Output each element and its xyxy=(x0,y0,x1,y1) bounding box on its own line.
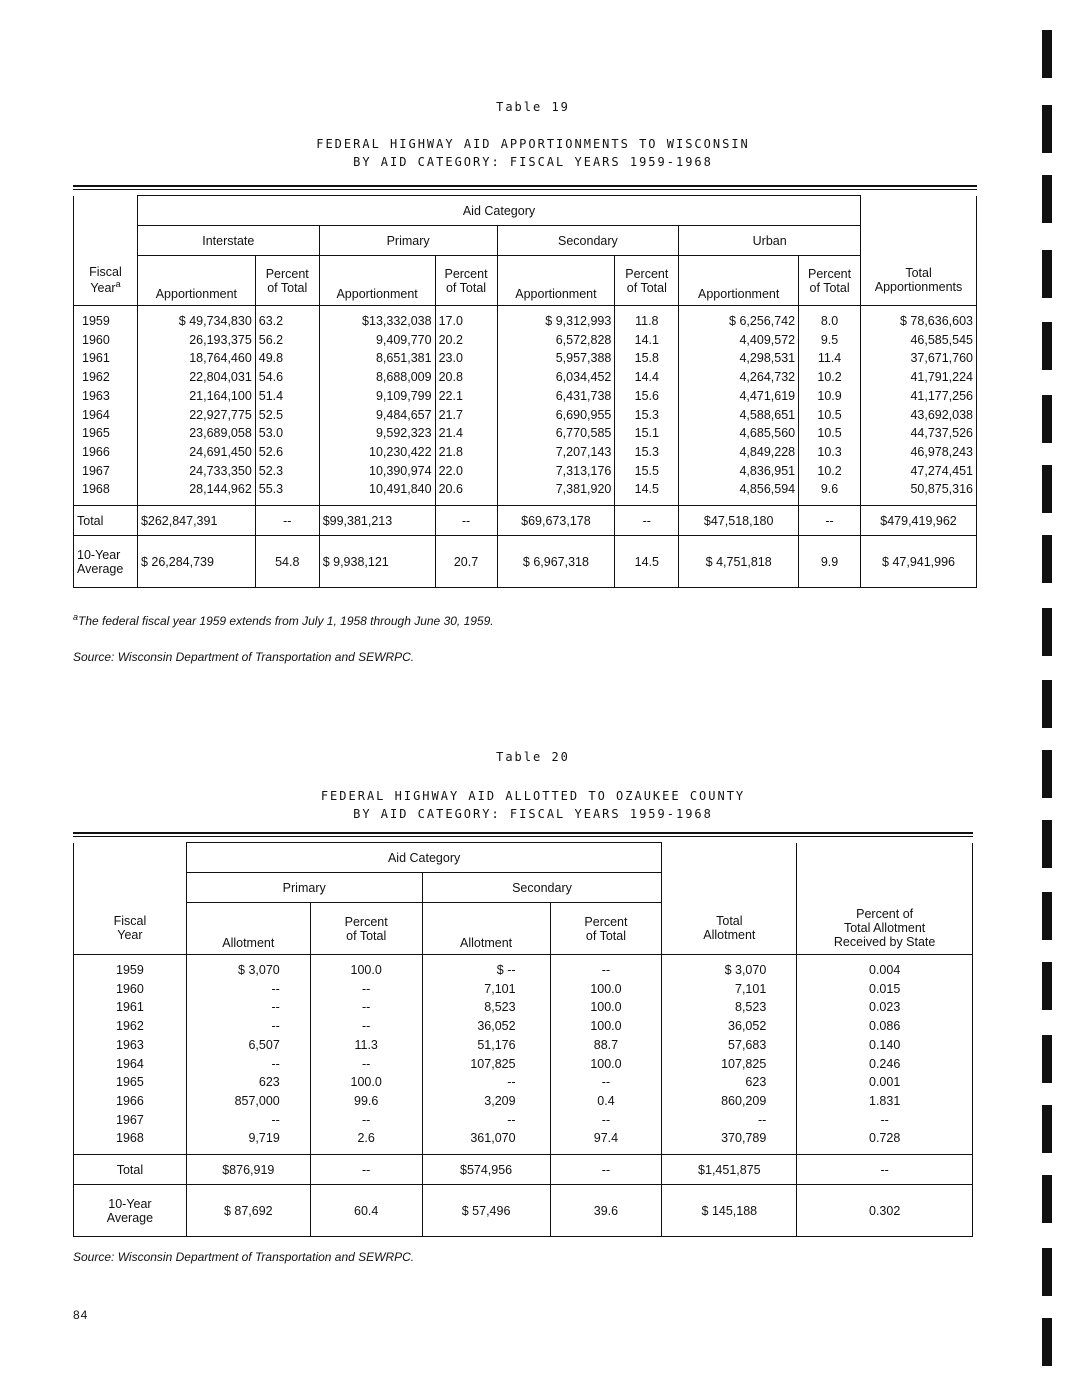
t19-col-secondary-pct-cell: 15.8 xyxy=(634,351,659,366)
t19-col-interstate-apport-cell: 22,804,031 xyxy=(189,370,252,385)
t20-col-secondary-pct-cell: -- xyxy=(601,1075,611,1090)
t20-col-secondary-pct-cell: 100.0 xyxy=(590,1056,622,1071)
t20-col-primary-allot-cell: -- xyxy=(271,981,280,996)
binding-mark xyxy=(1042,395,1052,443)
t19-total-urban: $47,518,180 xyxy=(679,506,799,536)
t20-col-years-cell: 1962 xyxy=(116,1019,144,1034)
t20-col-secondary-allot-cell: $ -- xyxy=(496,963,516,978)
t19-header-total-apportionments: Total Apportionments xyxy=(861,256,977,306)
t20-col-years-cell: 1965 xyxy=(116,1075,144,1090)
t19-header-primary-apportionment: Apportionment xyxy=(319,256,435,306)
t19-col-urban-pct-cell: 10.3 xyxy=(817,444,842,459)
t20-col-secondary-pct-cell: -- xyxy=(601,1112,611,1127)
t19-col-urban-pct-cell: 11.4 xyxy=(817,351,842,366)
t19-col-secondary-pct-cell: 15.3 xyxy=(634,444,659,459)
t20-avg-secondary-pct: 39.6 xyxy=(550,1185,662,1237)
table20-top-rule-thin xyxy=(73,836,973,837)
t19-col-primary-pct-cell: 21.8 xyxy=(438,444,463,459)
t20-col-primary-pct-cell: -- xyxy=(362,981,371,996)
t19-col-urban-apport-cell: 4,298,531 xyxy=(739,351,796,366)
t20-avg-secondary: $ 57,496 xyxy=(422,1185,550,1237)
t20-col-years-cell: 1960 xyxy=(116,981,144,996)
t20-avg-state-pct: 0.302 xyxy=(797,1185,973,1237)
t20-col-secondary-pct-cell: 88.7 xyxy=(593,1037,619,1052)
t20-col-state-pct-cell: 0.015 xyxy=(869,981,901,996)
t19-col-urban-apport xyxy=(679,306,799,506)
t20-col-total-allot xyxy=(662,955,797,1155)
t19-col-interstate-pct-cell: 56.2 xyxy=(258,332,284,347)
t19-col-urban-apport-cell: 4,856,594 xyxy=(739,482,796,497)
t19-col-secondary-apport-cell: 6,572,828 xyxy=(555,332,612,347)
t20-source: Source: Wisconsin Department of Transportation and SEWRPC. xyxy=(73,1250,415,1264)
t20-col-years-cell: 1961 xyxy=(116,1000,144,1015)
t20-col-total-allot-cell: 860,209 xyxy=(721,1093,767,1108)
t19-col-total-apport-cell: 37,671,760 xyxy=(910,351,973,366)
t20-col-state-pct-cell: 0.140 xyxy=(869,1037,901,1052)
binding-mark xyxy=(1042,322,1052,370)
t20-header-fiscal-year: Fiscal Year xyxy=(74,903,187,955)
t20-col-total-allot-cell: 370,789 xyxy=(721,1131,767,1146)
t20-col-state-pct-cell: 0.004 xyxy=(869,963,901,978)
t20-col-secondary-pct-cell: 100.0 xyxy=(590,1000,622,1015)
t19-header-secondary: Secondary xyxy=(497,226,679,256)
t19-header-urban-percent: Percent of Total xyxy=(799,256,861,306)
t20-avg-total: $ 145,188 xyxy=(662,1185,797,1237)
t20-col-state-pct-cell: 0.728 xyxy=(869,1131,901,1146)
t20-col-secondary-allot xyxy=(422,955,550,1155)
table19-top-rule-thin xyxy=(73,189,977,190)
t19-col-interstate-pct xyxy=(255,306,319,506)
t20-col-state-pct-cell: 0.023 xyxy=(869,1000,901,1015)
t19-col-urban-apport-cell: 4,849,228 xyxy=(739,444,796,459)
t20-col-years-cell: 1964 xyxy=(116,1056,144,1071)
t19-avg-urban-pct: 9.9 xyxy=(799,536,861,588)
t20-col-secondary-allot-cell: 3,209 xyxy=(484,1093,516,1108)
t19-col-total-apport-cell: $ 78,636,603 xyxy=(900,314,973,329)
t20-header-secondary-allotment: Allotment xyxy=(422,903,550,955)
t20-header-primary-percent: Percent of Total xyxy=(310,903,422,955)
t19-col-years-cell: 1964 xyxy=(82,407,110,422)
t19-fiscal-label: Fiscal xyxy=(89,265,122,280)
t19-col-urban-pct-cell: 8.0 xyxy=(820,314,839,329)
t20-col-primary-pct-cell: -- xyxy=(362,1112,371,1127)
t19-col-interstate-pct-cell: 52.6 xyxy=(258,444,284,459)
t20-col-total-allot-cell: 623 xyxy=(745,1075,767,1090)
t19-col-primary-pct-cell: 23.0 xyxy=(438,351,463,366)
t19-year-label: Year xyxy=(90,281,116,296)
t19-header-primary-percent: Percent of Total xyxy=(435,256,497,306)
t20-col-primary-pct-cell: -- xyxy=(362,1000,371,1015)
t20-avg-primary-pct: 60.4 xyxy=(310,1185,422,1237)
t20-header-primary: Primary xyxy=(186,873,422,903)
t19-col-interstate-apport-cell: 18,764,460 xyxy=(189,351,252,366)
t19-col-primary-pct-cell: 21.4 xyxy=(438,426,463,441)
t19-col-urban-apport-cell: 4,685,560 xyxy=(739,426,796,441)
page-number: 84 xyxy=(73,1308,89,1322)
t19-col-secondary-pct-cell: 15.1 xyxy=(634,426,659,441)
binding-mark xyxy=(1042,608,1052,656)
t19-col-primary-pct-cell: 20.8 xyxy=(438,370,463,385)
t20-col-state-pct-cell: 1.831 xyxy=(869,1093,901,1108)
t19-col-primary-apport-cell: 10,491,840 xyxy=(369,482,432,497)
t19-col-interstate-apport xyxy=(137,306,255,506)
t19-col-primary-pct-cell: 21.7 xyxy=(438,407,463,422)
t19-col-interstate-pct-cell: 63.2 xyxy=(258,314,284,329)
binding-mark xyxy=(1042,535,1052,583)
t20-col-primary-allot xyxy=(186,955,310,1155)
t19-source: Source: Wisconsin Department of Transportation and SEWRPC. xyxy=(73,650,415,664)
t19-avg-secondary: $ 6,967,318 xyxy=(497,536,615,588)
t19-col-interstate-pct-cell: 51.4 xyxy=(258,388,284,403)
table19-title-line1: FEDERAL HIGHWAY AID APPORTIONMENTS TO WISCONSIN xyxy=(316,137,750,151)
t20-avg-label: 10-Year Average xyxy=(74,1185,187,1237)
t19-col-interstate-pct-cell: 52.3 xyxy=(258,463,284,478)
t19-col-urban-pct-cell: 9.6 xyxy=(820,482,839,497)
binding-mark xyxy=(1042,175,1052,223)
t19-col-years-cell: 1960 xyxy=(82,332,110,347)
t20-col-primary-pct-cell: -- xyxy=(362,1019,371,1034)
t19-col-urban-pct-cell: 10.5 xyxy=(817,426,842,441)
t19-col-total-apport-cell: 47,274,451 xyxy=(910,463,973,478)
t19-col-interstate-pct-cell: 53.0 xyxy=(258,426,284,441)
t19-col-primary-apport-cell: 10,390,974 xyxy=(369,463,432,478)
t19-col-total-apport-cell: 46,978,243 xyxy=(910,444,973,459)
t19-col-total-apport-cell: 50,875,316 xyxy=(910,482,973,497)
table20-title-line2: BY AID CATEGORY: FISCAL YEARS 1959-1968 xyxy=(353,807,713,821)
table19-number: Table 19 xyxy=(496,100,570,114)
binding-mark xyxy=(1042,680,1052,728)
table19-title-line2: BY AID CATEGORY: FISCAL YEARS 1959-1968 xyxy=(353,155,713,169)
t19-col-primary-apport-cell: 9,109,799 xyxy=(375,388,432,403)
t19-col-interstate-apport-cell: 24,691,450 xyxy=(189,444,252,459)
t20-total-secondary: $574,956 xyxy=(422,1155,550,1185)
table19 xyxy=(73,195,977,588)
t19-col-secondary-pct-cell: 14.5 xyxy=(634,482,659,497)
t19-header-secondary-percent: Percent of Total xyxy=(615,256,679,306)
t19-col-primary-apport-cell: 9,409,770 xyxy=(375,332,432,347)
t20-header-secondary-percent: Percent of Total xyxy=(550,903,662,955)
t19-col-interstate-pct-cell: 54.6 xyxy=(258,370,284,385)
t20-col-primary-pct-cell: 99.6 xyxy=(354,1093,379,1108)
t19-total-secondary-pct: -- xyxy=(615,506,679,536)
t19-col-primary-pct-cell: 17.0 xyxy=(438,314,463,329)
t20-col-total-allot-cell: 57,683 xyxy=(728,1037,767,1052)
t20-col-secondary-allot-cell: 7,101 xyxy=(484,981,516,996)
t19-col-urban-apport-cell: 4,588,651 xyxy=(739,407,796,422)
t19-col-urban-pct-cell: 9.5 xyxy=(820,332,839,347)
t19-col-primary-pct-cell: 22.1 xyxy=(438,388,463,403)
t19-col-interstate-apport-cell: 23,689,058 xyxy=(189,426,252,441)
t19-col-primary-pct-cell: 20.6 xyxy=(438,482,463,497)
t19-col-secondary-apport-cell: 7,313,176 xyxy=(555,463,612,478)
t19-col-urban-pct-cell: 10.2 xyxy=(817,463,842,478)
t19-total-urban-pct: -- xyxy=(799,506,861,536)
t19-col-secondary-apport-cell: 6,770,585 xyxy=(555,426,612,441)
t19-col-secondary-apport-cell: 5,957,388 xyxy=(555,351,612,366)
t20-col-secondary-pct-cell: 100.0 xyxy=(590,1019,622,1034)
t19-col-interstate-apport-cell: 21,164,100 xyxy=(189,388,252,403)
t20-col-primary-pct-cell: 2.6 xyxy=(357,1131,375,1146)
t20-col-years-cell: 1967 xyxy=(116,1112,144,1127)
t19-year-sup: a xyxy=(115,279,121,290)
t19-col-primary-apport-cell: 8,688,009 xyxy=(375,370,432,385)
t20-col-secondary-pct-cell: -- xyxy=(601,963,611,978)
t19-total-total: $479,419,962 xyxy=(861,506,977,536)
t19-col-years-cell: 1962 xyxy=(82,370,110,385)
t20-col-secondary-pct xyxy=(550,955,662,1155)
t20-total-primary-pct: -- xyxy=(310,1155,422,1185)
t20-col-primary-allot-cell: $ 3,070 xyxy=(238,963,280,978)
t19-col-secondary-pct-cell: 11.8 xyxy=(635,314,659,329)
t20-col-secondary-allot-cell: 361,070 xyxy=(470,1131,516,1146)
t20-col-total-allot-cell: 107,825 xyxy=(721,1056,767,1071)
table20-number: Table 20 xyxy=(496,750,570,764)
t20-avg-primary: $ 87,692 xyxy=(186,1185,310,1237)
t20-col-primary-allot-cell: -- xyxy=(271,1000,280,1015)
t20-col-primary-pct-cell: 11.3 xyxy=(354,1037,378,1052)
t20-col-years-cell: 1966 xyxy=(116,1093,144,1108)
t19-col-primary-apport xyxy=(319,306,435,506)
t19-col-secondary-pct xyxy=(615,306,679,506)
t19-total-primary: $99,381,213 xyxy=(319,506,435,536)
t20-col-years-cell: 1963 xyxy=(116,1037,144,1052)
t19-col-years-cell: 1967 xyxy=(82,463,110,478)
t19-col-total-apport-cell: 44,737,526 xyxy=(910,426,973,441)
t19-header-primary: Primary xyxy=(319,226,497,256)
t20-col-secondary-allot-cell: -- xyxy=(507,1112,516,1127)
t19-header-interstate: Interstate xyxy=(137,226,319,256)
t19-total-primary-pct: -- xyxy=(435,506,497,536)
t20-col-secondary-pct-cell: 0.4 xyxy=(597,1093,615,1108)
t20-col-primary-allot-cell: -- xyxy=(271,1056,280,1071)
t19-total-secondary: $69,673,178 xyxy=(497,506,615,536)
t19-avg-label: 10-Year Average xyxy=(74,536,138,588)
t19-avg-secondary-pct: 14.5 xyxy=(615,536,679,588)
table20-top-rule xyxy=(73,832,973,834)
t20-col-state-pct-cell: -- xyxy=(880,1112,889,1127)
binding-mark xyxy=(1042,30,1052,78)
table20-title-line1: FEDERAL HIGHWAY AID ALLOTTED TO OZAUKEE COUNTY xyxy=(320,789,746,803)
t19-header-urban-apportionment: Apportionment xyxy=(679,256,799,306)
binding-mark xyxy=(1042,465,1052,513)
t19-col-secondary-apport-cell: 6,431,738 xyxy=(555,388,612,403)
t19-header-interstate-percent: Percent of Total xyxy=(255,256,319,306)
t20-col-years xyxy=(74,955,187,1155)
binding-mark xyxy=(1042,1035,1052,1083)
t20-col-years-cell: 1968 xyxy=(116,1131,144,1146)
t19-avg-interstate-pct: 54.8 xyxy=(255,536,319,588)
t20-col-total-allot-cell: 7,101 xyxy=(735,981,767,996)
t20-header-secondary: Secondary xyxy=(422,873,662,903)
binding-mark xyxy=(1042,750,1052,798)
t20-col-secondary-allot-cell: 8,523 xyxy=(484,1000,516,1015)
t19-header-fiscal-year xyxy=(74,256,138,306)
t19-col-years-cell: 1959 xyxy=(82,314,110,329)
t19-col-secondary-pct-cell: 14.4 xyxy=(634,370,659,385)
t19-col-interstate-apport-cell: 26,193,375 xyxy=(189,332,252,347)
t19-col-years-cell: 1965 xyxy=(82,426,110,441)
t20-col-primary-pct xyxy=(310,955,422,1155)
t19-col-primary-pct-cell: 22.0 xyxy=(438,463,463,478)
binding-mark xyxy=(1042,1318,1052,1366)
t19-total-interstate: $262,847,391 xyxy=(137,506,255,536)
t19-col-secondary-pct-cell: 15.5 xyxy=(634,463,659,478)
binding-mark xyxy=(1042,820,1052,868)
t20-col-primary-allot-cell: -- xyxy=(271,1112,280,1127)
t20-header-primary-allotment: Allotment xyxy=(186,903,310,955)
binding-mark xyxy=(1042,962,1052,1010)
t19-header-interstate-apportionment: Apportionment xyxy=(137,256,255,306)
t19-header-aid-category: Aid Category xyxy=(137,196,860,226)
t19-header-secondary-apportionment: Apportionment xyxy=(497,256,615,306)
t19-col-secondary-pct-cell: 14.1 xyxy=(634,332,659,347)
binding-mark xyxy=(1042,250,1052,298)
t19-col-years-cell: 1961 xyxy=(82,351,110,366)
t20-col-secondary-pct-cell: 100.0 xyxy=(590,981,622,996)
t20-col-state-pct-cell: 0.001 xyxy=(869,1075,901,1090)
t20-col-total-allot-cell: 8,523 xyxy=(735,1000,767,1015)
t19-col-secondary-apport-cell: 7,381,920 xyxy=(555,482,612,497)
binding-mark xyxy=(1042,1105,1052,1153)
t20-col-secondary-allot-cell: 36,052 xyxy=(477,1019,516,1034)
t20-header-total-allotment: Total Allotment xyxy=(662,903,797,955)
t20-total-secondary-pct: -- xyxy=(550,1155,662,1185)
t19-col-interstate-apport-cell: 22,927,775 xyxy=(189,407,252,422)
t19-avg-primary-pct: 20.7 xyxy=(435,536,497,588)
t20-total-label: Total xyxy=(74,1155,187,1185)
binding-mark xyxy=(1042,1175,1052,1223)
t19-header-urban: Urban xyxy=(679,226,861,256)
t19-col-urban-pct xyxy=(799,306,861,506)
t19-col-secondary-pct-cell: 15.3 xyxy=(634,407,659,422)
t19-col-total-apport-cell: 43,692,038 xyxy=(910,407,973,422)
t19-col-years-cell: 1966 xyxy=(82,444,110,459)
t20-col-secondary-allot-cell: -- xyxy=(507,1075,516,1090)
t20-col-primary-pct-cell: -- xyxy=(362,1056,371,1071)
binding-mark xyxy=(1042,105,1052,153)
t20-header-state-percent: Percent of Total Allotment Received by State xyxy=(797,903,973,955)
t19-col-secondary-apport-cell: $ 9,312,993 xyxy=(545,314,612,329)
t19-col-urban-pct-cell: 10.2 xyxy=(817,370,842,385)
t19-col-total-apport-cell: 46,585,545 xyxy=(910,332,973,347)
t20-col-state-pct xyxy=(797,955,973,1155)
t20-col-total-allot-cell: $ 3,070 xyxy=(724,963,767,978)
t19-col-primary-apport-cell: 8,651,381 xyxy=(375,351,432,366)
t20-col-primary-allot-cell: 9,719 xyxy=(248,1131,280,1146)
t19-total-label: Total xyxy=(74,506,138,536)
t19-col-years-cell: 1963 xyxy=(82,388,110,403)
t19-avg-total: $ 47,941,996 xyxy=(861,536,977,588)
t19-col-primary-apport-cell: 10,230,422 xyxy=(369,444,432,459)
t19-col-interstate-pct-cell: 55.3 xyxy=(258,482,284,497)
t19-col-secondary-apport xyxy=(497,306,615,506)
t19-avg-urban: $ 4,751,818 xyxy=(679,536,799,588)
t20-col-primary-pct-cell: 100.0 xyxy=(350,1075,382,1090)
t19-col-urban-apport-cell: 4,264,732 xyxy=(739,370,796,385)
t19-col-secondary-apport-cell: 7,207,143 xyxy=(555,444,612,459)
t20-col-total-allot-cell: 36,052 xyxy=(728,1019,767,1034)
t20-col-primary-allot-cell: 857,000 xyxy=(234,1093,280,1108)
t20-col-state-pct-cell: 0.246 xyxy=(869,1056,901,1071)
t20-col-primary-allot-cell: -- xyxy=(271,1019,280,1034)
t19-col-secondary-apport-cell: 6,034,452 xyxy=(555,370,612,385)
t19-col-primary-apport-cell: $13,332,038 xyxy=(362,314,432,329)
t19-col-interstate-apport-cell: $ 49,734,830 xyxy=(178,314,252,329)
t19-col-interstate-apport-cell: 28,144,962 xyxy=(189,482,252,497)
t19-footnote: $^a$The federal fiscal year 1959 extends from July 1, 1958 through June 30, 1959. xyxy=(73,612,494,628)
t19-col-primary-pct xyxy=(435,306,497,506)
t19-col-secondary-pct-cell: 15.6 xyxy=(634,388,659,403)
t19-col-interstate-pct-cell: 49.8 xyxy=(258,351,284,366)
binding-mark xyxy=(1042,1248,1052,1296)
t20-col-primary-allot-cell: 623 xyxy=(258,1075,280,1090)
t19-col-total-apport-cell: 41,177,256 xyxy=(910,388,973,403)
table19-top-rule xyxy=(73,185,977,187)
t19-col-urban-pct-cell: 10.9 xyxy=(817,388,842,403)
t20-col-state-pct-cell: 0.086 xyxy=(869,1019,901,1034)
t20-total-state-pct: -- xyxy=(797,1155,973,1185)
t20-header-aid-category: Aid Category xyxy=(186,843,662,873)
t19-total-interstate-pct: -- xyxy=(255,506,319,536)
t20-col-total-allot-cell: -- xyxy=(757,1112,767,1127)
t19-col-urban-apport-cell: 4,836,951 xyxy=(739,463,796,478)
t20-col-secondary-allot-cell: 107,825 xyxy=(470,1056,516,1071)
t20-col-secondary-allot-cell: 51,176 xyxy=(477,1037,516,1052)
t19-col-interstate-apport-cell: 24,733,350 xyxy=(189,463,252,478)
t20-total-total: $1,451,875 xyxy=(662,1155,797,1185)
t20-col-secondary-pct-cell: 97.4 xyxy=(593,1131,619,1146)
t19-col-years xyxy=(74,306,138,506)
t19-col-urban-apport-cell: 4,471,619 xyxy=(739,388,796,403)
t20-col-years-cell: 1959 xyxy=(116,963,144,978)
t19-col-urban-pct-cell: 10.5 xyxy=(817,407,842,422)
t20-total-primary: $876,919 xyxy=(186,1155,310,1185)
t19-col-total-apport-cell: 41,791,224 xyxy=(910,370,973,385)
t20-col-primary-pct-cell: 100.0 xyxy=(350,963,382,978)
t19-col-primary-apport-cell: 9,484,657 xyxy=(375,407,432,422)
t19-avg-interstate: $ 26,284,739 xyxy=(137,536,255,588)
t19-col-secondary-apport-cell: 6,690,955 xyxy=(555,407,612,422)
t19-col-urban-apport-cell: 4,409,572 xyxy=(739,332,796,347)
t19-col-total-apport xyxy=(861,306,977,506)
t19-col-interstate-pct-cell: 52.5 xyxy=(258,407,284,422)
t19-col-primary-pct-cell: 20.2 xyxy=(438,332,463,347)
t20-col-primary-allot-cell: 6,507 xyxy=(248,1037,280,1052)
t19-col-primary-apport-cell: 9,592,323 xyxy=(375,426,432,441)
t19-avg-primary: $ 9,938,121 xyxy=(319,536,435,588)
binding-mark xyxy=(1042,892,1052,940)
t19-col-years-cell: 1968 xyxy=(82,482,110,497)
table20 xyxy=(73,842,973,1237)
t19-col-urban-apport-cell: $ 6,256,742 xyxy=(729,314,796,329)
